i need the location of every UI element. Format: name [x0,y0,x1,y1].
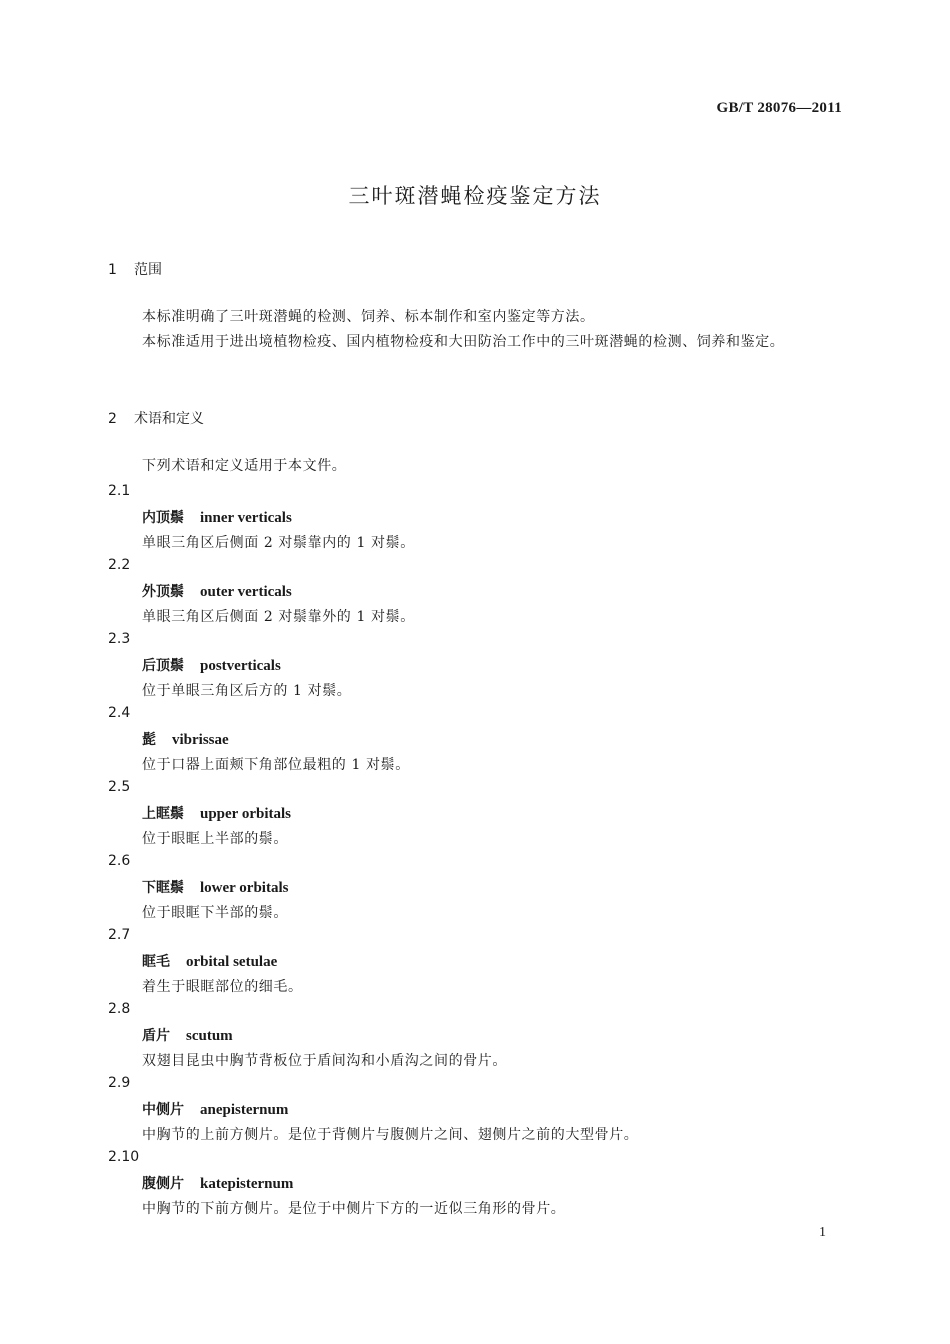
term-chinese: 盾片 [142,1028,170,1044]
term-definition: 位于单眼三角区后方的 1 对鬃。 [142,683,352,699]
term-heading [142,877,288,897]
term-chinese: 中侧片 [142,1102,184,1118]
term-english: vibrissae [172,732,229,748]
scope-paragraph-1: 本标准明确了三叶斑潜蝇的检测、饲养、标本制作和室内鉴定等方法。 [142,309,595,325]
term-chinese: 髭 [142,732,156,748]
section-2-heading [108,408,204,428]
term-english: outer verticals [200,584,292,600]
term-chinese: 下眶鬃 [142,880,184,896]
term-chinese: 上眶鬃 [142,806,184,822]
page-number: 1 [819,1225,826,1240]
term-english: postverticals [200,658,281,674]
term-heading [142,1173,293,1193]
term-english: katepisternum [200,1176,294,1192]
term-definition: 中胸节的下前方侧片。是位于中侧片下方的一近似三角形的骨片。 [142,1201,566,1217]
section-1-heading [108,259,162,279]
term-number: 2.5 [108,779,131,795]
term-definition: 位于口器上面颊下角部位最粗的 1 对鬃。 [142,757,410,773]
term-chinese: 眶毛 [142,954,170,970]
section-number: 1 [108,262,117,278]
term-definition: 中胸节的上前方侧片。是位于背侧片与腹侧片之间、翅侧片之前的大型骨片。 [142,1127,639,1143]
term-english: orbital setulae [186,954,278,970]
term-heading [142,729,229,749]
document-title: 三叶斑潜蝇检疫鉴定方法 [348,184,602,208]
term-definition: 单眼三角区后侧面 2 对鬃靠外的 1 对鬃。 [142,609,415,625]
term-chinese: 外顶鬃 [142,584,184,600]
scope-paragraph-2: 本标准适用于进出境植物检疫、国内植物检疫和大田防治工作中的三叶斑潜蝇的检测、饲养和鉴定。 [142,334,785,350]
term-number: 2.9 [108,1075,131,1091]
term-definition: 位于眼眶上半部的鬃。 [142,831,288,847]
terms-intro: 下列术语和定义适用于本文件。 [142,458,347,474]
term-number: 2.3 [108,631,131,647]
term-number: 2.10 [108,1149,140,1165]
term-number: 2.1 [108,483,131,499]
term-heading [142,803,291,823]
term-number: 2.6 [108,853,131,869]
section-title: 范围 [134,262,162,278]
term-definition: 位于眼眶下半部的鬃。 [142,905,288,921]
term-heading [142,581,292,601]
term-definition: 单眼三角区后侧面 2 对鬃靠内的 1 对鬃。 [142,535,415,551]
term-definition: 着生于眼眶部位的细毛。 [142,979,303,995]
term-number: 2.7 [108,927,131,943]
term-heading [142,507,292,527]
section-title: 术语和定义 [134,411,204,427]
term-english: anepisternum [200,1102,289,1118]
term-chinese: 内顶鬃 [142,510,184,526]
term-english: inner verticals [200,510,292,526]
term-number: 2.8 [108,1001,131,1017]
term-heading [142,655,281,675]
term-heading [142,1025,233,1045]
term-number: 2.2 [108,557,131,573]
term-chinese: 腹侧片 [142,1176,184,1192]
section-number: 2 [108,411,117,427]
term-english: lower orbitals [200,880,289,896]
term-heading [142,1099,288,1119]
standard-code: GB/T 28076—2011 [716,100,842,116]
term-chinese: 后顶鬃 [142,658,184,674]
term-english: scutum [186,1028,233,1044]
term-english: upper orbitals [200,806,291,822]
term-definition: 双翅目昆虫中胸节背板位于盾间沟和小盾沟之间的骨片。 [142,1053,507,1069]
term-number: 2.4 [108,705,131,721]
term-heading [142,951,277,971]
